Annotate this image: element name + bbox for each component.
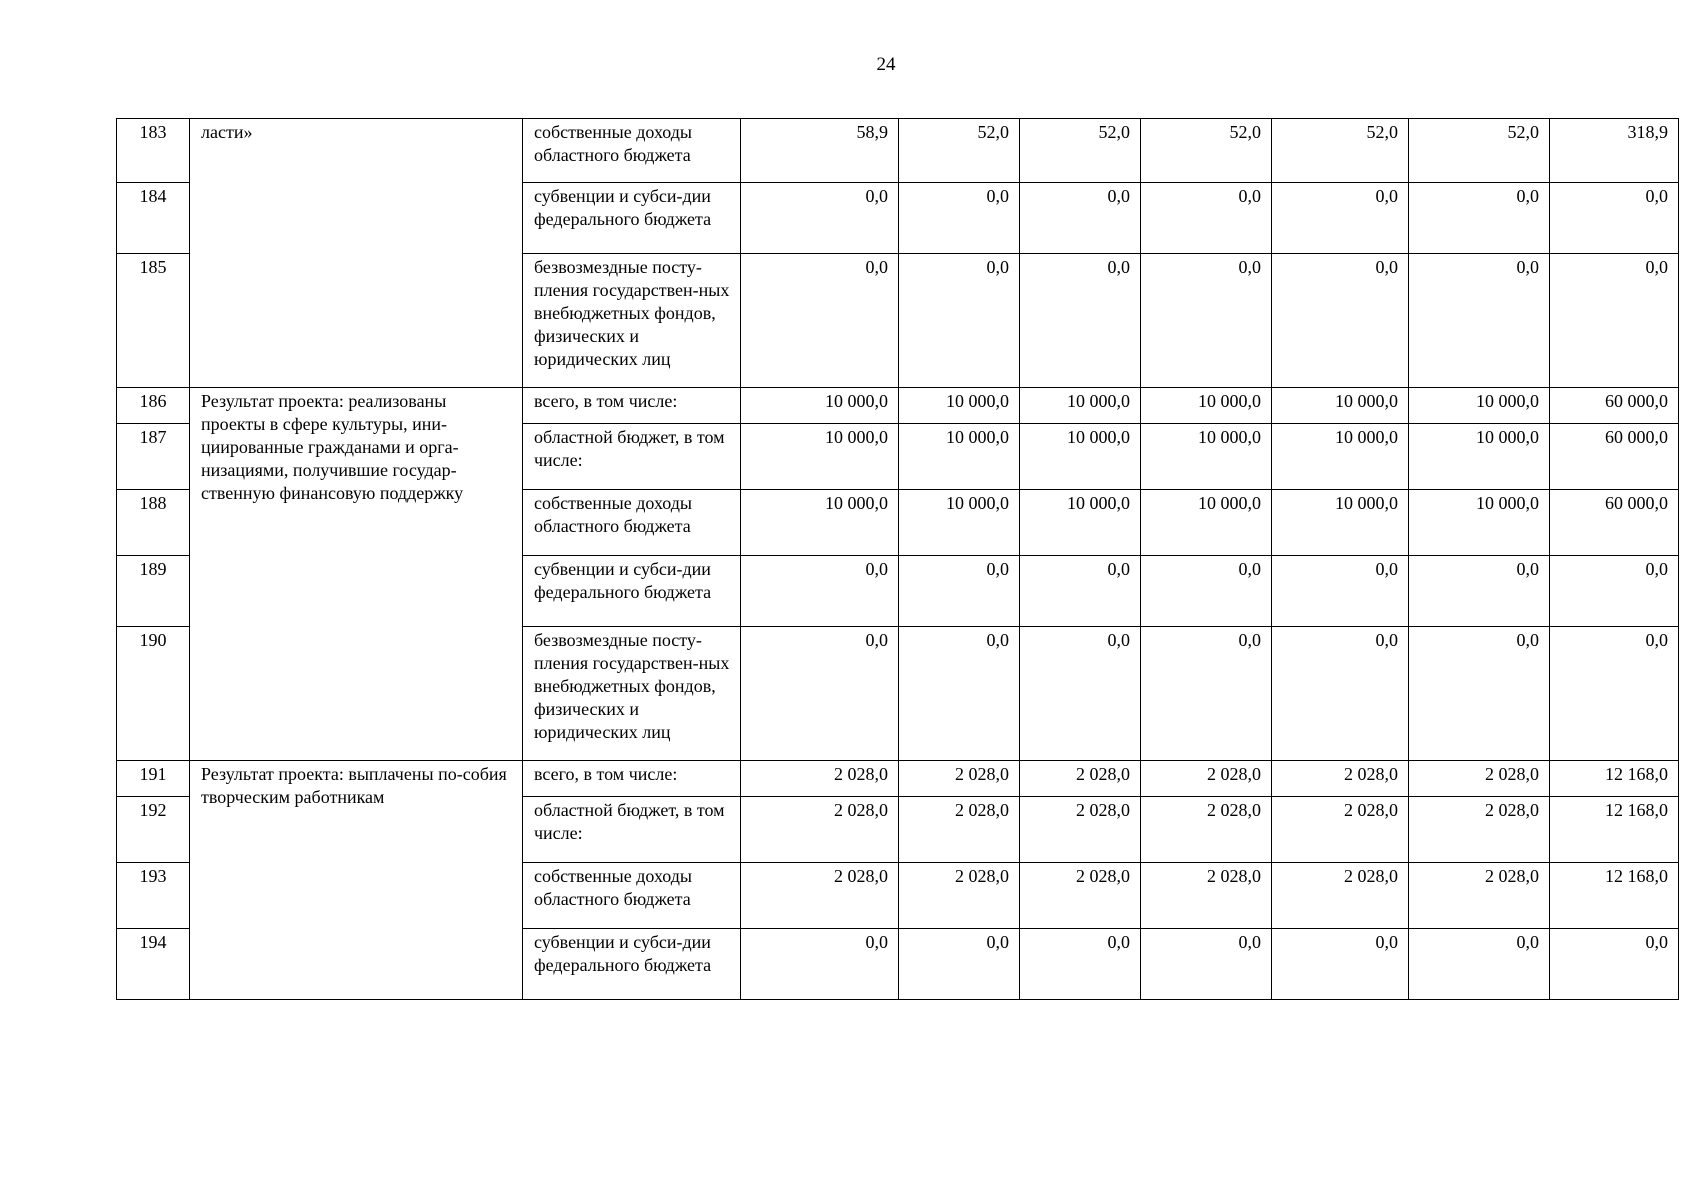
row-number: 192 <box>117 797 190 863</box>
value-cell: 10 000,0 <box>741 424 899 490</box>
value-cell: 0,0 <box>1141 183 1272 254</box>
value-cell: 2 028,0 <box>741 863 899 929</box>
total-cell: 60 000,0 <box>1550 424 1679 490</box>
value-cell: 0,0 <box>1020 556 1141 627</box>
value-cell: 0,0 <box>1020 929 1141 1000</box>
value-cell: 0,0 <box>1272 183 1409 254</box>
value-cell: 10 000,0 <box>1272 490 1409 556</box>
value-cell: 10 000,0 <box>899 490 1020 556</box>
value-cell: 0,0 <box>741 627 899 761</box>
value-cell: 0,0 <box>1272 929 1409 1000</box>
value-cell: 0,0 <box>1409 254 1550 388</box>
value-cell: 0,0 <box>741 929 899 1000</box>
value-cell: 10 000,0 <box>1141 490 1272 556</box>
funding-source: субвенции и субси-дии федерального бюджета <box>523 556 741 627</box>
value-cell: 2 028,0 <box>1141 863 1272 929</box>
value-cell: 2 028,0 <box>741 761 899 797</box>
value-cell: 2 028,0 <box>1409 761 1550 797</box>
value-cell: 10 000,0 <box>1272 424 1409 490</box>
value-cell: 0,0 <box>899 627 1020 761</box>
row-number: 190 <box>117 627 190 761</box>
value-cell: 10 000,0 <box>1141 388 1272 424</box>
value-cell: 0,0 <box>899 254 1020 388</box>
value-cell: 52,0 <box>1020 119 1141 183</box>
row-number: 187 <box>117 424 190 490</box>
value-cell: 2 028,0 <box>1272 863 1409 929</box>
value-cell: 10 000,0 <box>1272 388 1409 424</box>
funding-source: областной бюджет, в том числе: <box>523 797 741 863</box>
total-cell: 318,9 <box>1550 119 1679 183</box>
result-description: Результат проекта: выплачены по-собия творческим работникам <box>190 761 523 1000</box>
total-cell: 60 000,0 <box>1550 388 1679 424</box>
value-cell: 10 000,0 <box>1020 388 1141 424</box>
funding-source: безвозмездные посту-пления государствен-ных внебюджетных фондов, физических и юридических лиц <box>523 627 741 761</box>
value-cell: 2 028,0 <box>899 761 1020 797</box>
value-cell: 0,0 <box>899 929 1020 1000</box>
row-number: 186 <box>117 388 190 424</box>
page-number: 24 <box>876 54 896 75</box>
value-cell: 0,0 <box>741 183 899 254</box>
value-cell: 2 028,0 <box>899 863 1020 929</box>
value-cell: 2 028,0 <box>1409 863 1550 929</box>
value-cell: 0,0 <box>1409 929 1550 1000</box>
value-cell: 0,0 <box>1141 254 1272 388</box>
row-number: 193 <box>117 863 190 929</box>
value-cell: 0,0 <box>741 556 899 627</box>
value-cell: 2 028,0 <box>1409 797 1550 863</box>
value-cell: 52,0 <box>1272 119 1409 183</box>
funding-source: субвенции и субси-дии федерального бюджета <box>523 183 741 254</box>
value-cell: 0,0 <box>1020 254 1141 388</box>
value-cell: 10 000,0 <box>899 424 1020 490</box>
total-cell: 12 168,0 <box>1550 863 1679 929</box>
funding-source: всего, в том числе: <box>523 761 741 797</box>
funding-source: собственные доходы областного бюджета <box>523 119 741 183</box>
value-cell: 0,0 <box>1020 627 1141 761</box>
value-cell: 52,0 <box>1409 119 1550 183</box>
row-number: 184 <box>117 183 190 254</box>
total-cell: 0,0 <box>1550 556 1679 627</box>
value-cell: 10 000,0 <box>741 388 899 424</box>
table-row <box>117 388 1679 424</box>
value-cell: 0,0 <box>1409 556 1550 627</box>
value-cell: 0,0 <box>899 556 1020 627</box>
value-cell: 0,0 <box>1409 627 1550 761</box>
value-cell: 2 028,0 <box>1020 761 1141 797</box>
value-cell: 10 000,0 <box>1409 490 1550 556</box>
total-cell: 0,0 <box>1550 254 1679 388</box>
value-cell: 2 028,0 <box>741 797 899 863</box>
value-cell: 2 028,0 <box>899 797 1020 863</box>
value-cell: 2 028,0 <box>1141 797 1272 863</box>
value-cell: 0,0 <box>1272 556 1409 627</box>
value-cell: 2 028,0 <box>1020 863 1141 929</box>
value-cell: 0,0 <box>1020 183 1141 254</box>
row-number: 191 <box>117 761 190 797</box>
result-description: Результат проекта: реализованы проекты в сфере культуры, ини-циированные гражданами и орга-низациями, получившие государ-ственную финансовую поддержку <box>190 388 523 761</box>
value-cell: 2 028,0 <box>1020 797 1141 863</box>
value-cell: 0,0 <box>741 254 899 388</box>
funding-source: собственные доходы областного бюджета <box>523 863 741 929</box>
value-cell: 2 028,0 <box>1272 761 1409 797</box>
funding-source: безвозмездные посту-пления государствен-ных внебюджетных фондов, физических и юридических лиц <box>523 254 741 388</box>
value-cell: 52,0 <box>1141 119 1272 183</box>
funding-source: всего, в том числе: <box>523 388 741 424</box>
row-number: 194 <box>117 929 190 1000</box>
row-number: 183 <box>117 119 190 183</box>
budget-table <box>116 118 1679 1000</box>
funding-source: субвенции и субси-дии федерального бюджета <box>523 929 741 1000</box>
row-number: 189 <box>117 556 190 627</box>
value-cell: 10 000,0 <box>1020 424 1141 490</box>
value-cell: 10 000,0 <box>1141 424 1272 490</box>
value-cell: 52,0 <box>899 119 1020 183</box>
value-cell: 58,9 <box>741 119 899 183</box>
funding-source: областной бюджет, в том числе: <box>523 424 741 490</box>
result-description: ласти» <box>190 119 523 388</box>
total-cell: 12 168,0 <box>1550 797 1679 863</box>
row-number: 185 <box>117 254 190 388</box>
value-cell: 0,0 <box>1141 627 1272 761</box>
value-cell: 0,0 <box>1272 254 1409 388</box>
value-cell: 10 000,0 <box>1409 388 1550 424</box>
total-cell: 0,0 <box>1550 929 1679 1000</box>
value-cell: 10 000,0 <box>899 388 1020 424</box>
value-cell: 10 000,0 <box>1409 424 1550 490</box>
total-cell: 0,0 <box>1550 183 1679 254</box>
value-cell: 0,0 <box>1141 929 1272 1000</box>
value-cell: 2 028,0 <box>1272 797 1409 863</box>
value-cell: 2 028,0 <box>1141 761 1272 797</box>
value-cell: 0,0 <box>1409 183 1550 254</box>
total-cell: 0,0 <box>1550 627 1679 761</box>
value-cell: 0,0 <box>1272 627 1409 761</box>
value-cell: 10 000,0 <box>741 490 899 556</box>
value-cell: 0,0 <box>899 183 1020 254</box>
funding-source: собственные доходы областного бюджета <box>523 490 741 556</box>
row-number: 188 <box>117 490 190 556</box>
table-row <box>117 761 1679 797</box>
total-cell: 60 000,0 <box>1550 490 1679 556</box>
table-row <box>117 119 1679 183</box>
value-cell: 10 000,0 <box>1020 490 1141 556</box>
total-cell: 12 168,0 <box>1550 761 1679 797</box>
value-cell: 0,0 <box>1141 556 1272 627</box>
